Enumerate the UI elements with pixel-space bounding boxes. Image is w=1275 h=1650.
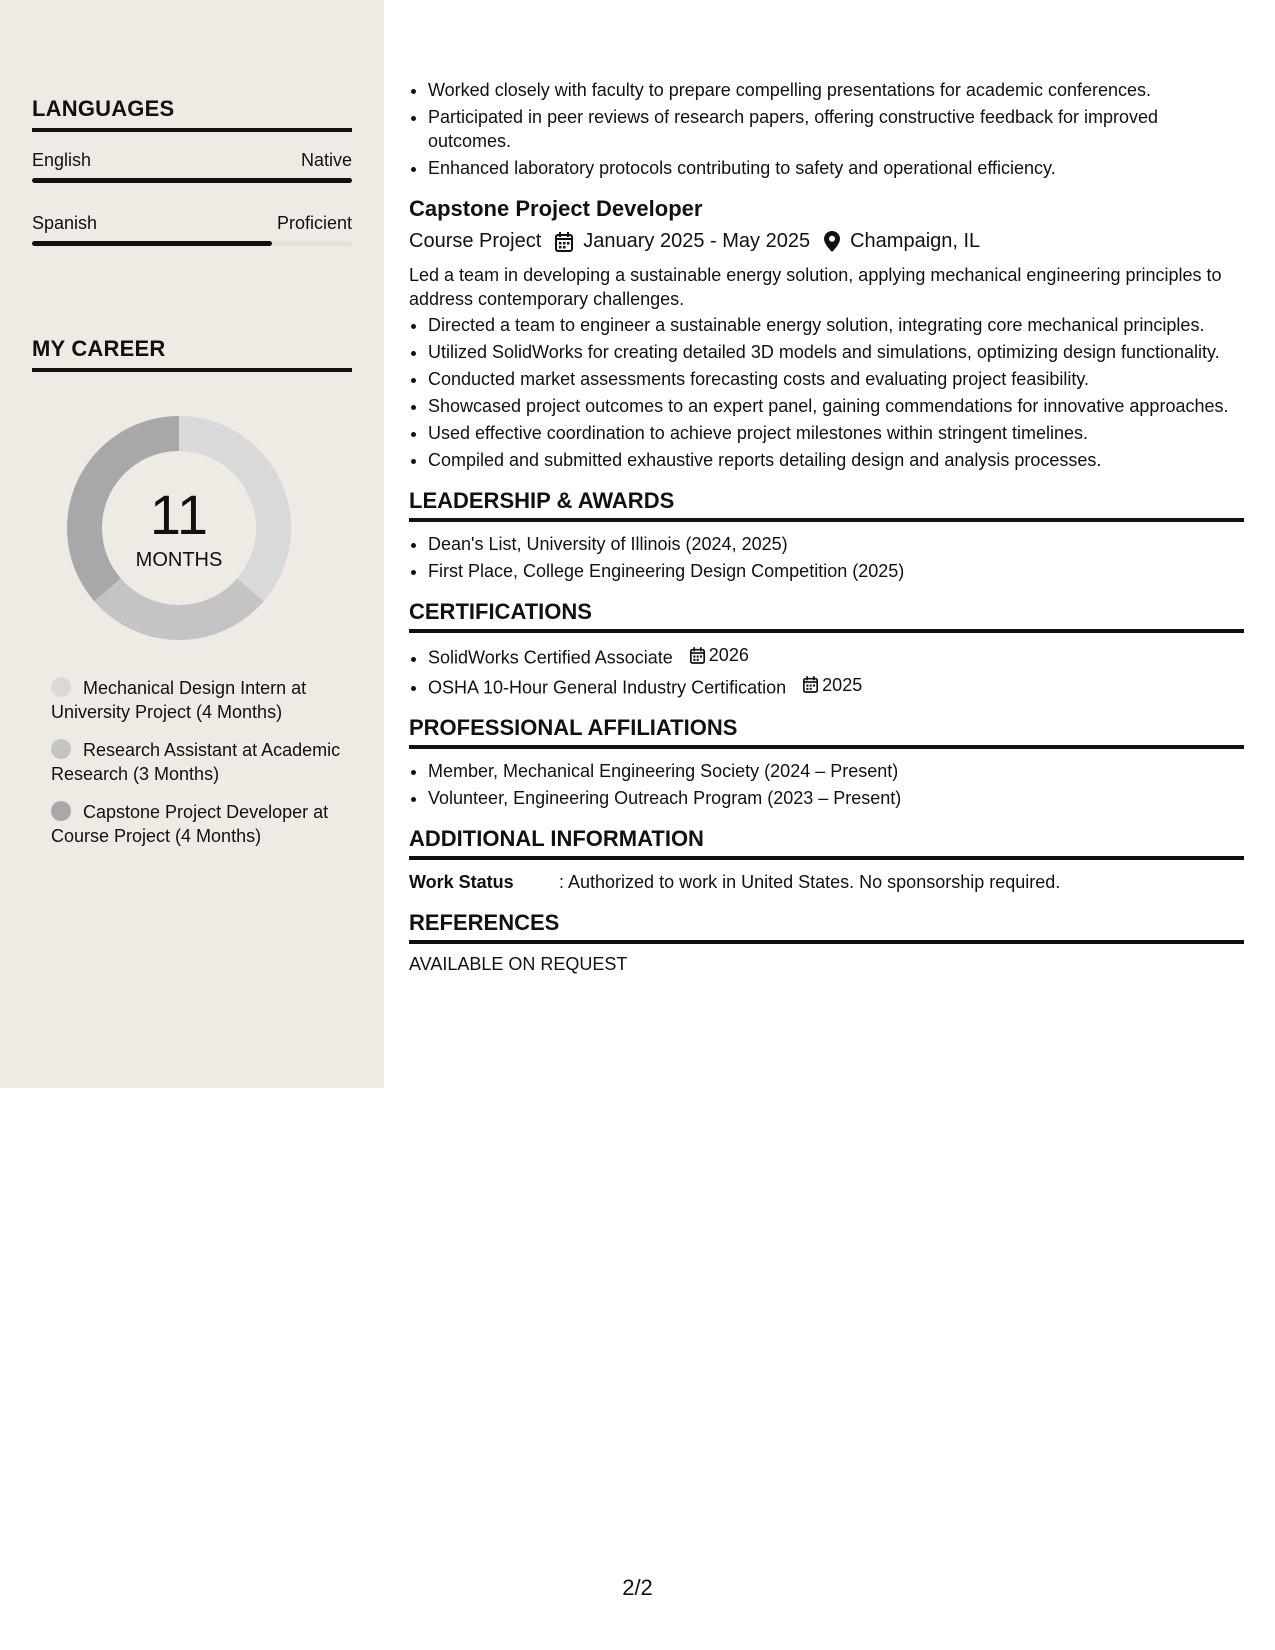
location-pin-icon (824, 231, 840, 252)
leadership-list (409, 532, 1244, 583)
certification-year: 2026 (708, 645, 749, 665)
career-legend-item (51, 738, 341, 786)
list-item: • Utilized SolidWorks for creating detailed 3D models and simulations, optimizing design functionality. (428, 340, 1244, 364)
language-level-bar (32, 178, 352, 183)
calendar-icon (803, 676, 818, 693)
legend-label: Capstone Project Developer at Course Project (4 Months) (51, 802, 329, 846)
list-item: • Member, Mechanical Engineering Society (2024 – Present) (428, 759, 1244, 783)
career-total-months: 11 (149, 483, 209, 546)
language-level-fill (32, 241, 272, 246)
career-donut-chart (66, 415, 292, 641)
list-item: • Enhanced laboratory protocols contributing to safety and operational efficiency. (428, 156, 1244, 180)
certification-year: 2025 (822, 674, 863, 695)
list-item: • Worked closely with faculty to prepare compelling presentations for academic conferences. (428, 78, 1244, 102)
language-level-fill (32, 178, 352, 183)
career-total-unit: MONTHS (135, 549, 223, 571)
legend-label: Research Assistant at Academic Research (3 Months) (51, 740, 341, 784)
job-meta (409, 230, 1244, 253)
work-status-row (409, 870, 1244, 894)
job-description: Led a team in developing a sustainable energy solution, applying mechanical engineering principles to address contemporary challenges. (409, 265, 1222, 309)
job-title: Capstone Project Developer (409, 196, 703, 221)
list-item: • Volunteer, Engineering Outreach Program (2023 – Present) (428, 786, 1244, 810)
certifications-list (409, 643, 1244, 699)
work-status-label: Work Status (409, 872, 514, 892)
list-item: • Showcased project outcomes to an expert panel, gaining commendations for innovative approaches. (428, 394, 1244, 418)
languages-title: LANGUAGES (32, 96, 352, 132)
main-content (409, 78, 1244, 975)
list-item: • Participated in peer reviews of research papers, offering constructive feedback for improved outcomes. (428, 105, 1244, 153)
list-item: • Conducted market assessments forecasting costs and evaluating project feasibility. (428, 367, 1244, 391)
job-bullets (409, 313, 1244, 472)
language-level-bar (32, 241, 352, 246)
list-item (428, 643, 1244, 670)
calendar-icon (555, 232, 573, 252)
career-legend (51, 676, 341, 862)
language-level: Proficient (276, 213, 352, 233)
list-item (428, 673, 1244, 700)
legend-dot (51, 801, 71, 821)
languages-section (32, 96, 352, 246)
additional-info-title: ADDITIONAL INFORMATION (409, 826, 1244, 860)
donut-center (66, 415, 292, 641)
list-item: • First Place, College Engineering Design Competition (2025) (428, 559, 1244, 583)
career-section (32, 336, 352, 372)
affiliations-list (409, 759, 1244, 810)
calendar-icon (690, 647, 705, 664)
certification-name: OSHA 10-Hour General Industry Certification (428, 677, 787, 697)
career-title: MY CAREER (32, 336, 352, 372)
language-name: Spanish (32, 213, 98, 233)
language-level: Native (300, 150, 352, 170)
job-dates: January 2025 - May 2025 (583, 230, 811, 252)
work-status-value: : Authorized to work in United States. No sponsorship required. (559, 872, 1061, 892)
list-item: • Used effective coordination to achieve project milestones within stringent timelines. (428, 421, 1244, 445)
affiliations-title: PROFESSIONAL AFFILIATIONS (409, 715, 1244, 749)
sidebar (0, 0, 384, 1088)
references-title: REFERENCES (409, 910, 1244, 944)
language-item (32, 213, 352, 246)
list-item: • Compiled and submitted exhaustive reports detailing design and analysis processes. (428, 448, 1244, 472)
job-location: Champaign, IL (850, 230, 981, 252)
certifications-title: CERTIFICATIONS (409, 599, 1244, 633)
language-item (32, 150, 352, 183)
certification-name: SolidWorks Certified Associate (428, 647, 673, 668)
language-name: English (32, 150, 92, 170)
legend-dot (51, 677, 71, 697)
previous-job-bullets (409, 78, 1244, 180)
legend-dot (51, 739, 71, 759)
career-legend-item (51, 800, 341, 848)
leadership-title: LEADERSHIP & AWARDS (409, 488, 1244, 522)
list-item: • Directed a team to engineer a sustainable energy solution, integrating core mechanical principles. (428, 313, 1244, 337)
list-item: • Dean's List, University of Illinois (2024, 2025) (428, 532, 1244, 556)
page-number: 2/2 (622, 1575, 653, 1600)
references-text: AVAILABLE ON REQUEST (409, 954, 628, 974)
job-org: Course Project (409, 230, 542, 252)
legend-label: Mechanical Design Intern at University Project (4 Months) (51, 678, 307, 722)
career-legend-item (51, 676, 341, 724)
